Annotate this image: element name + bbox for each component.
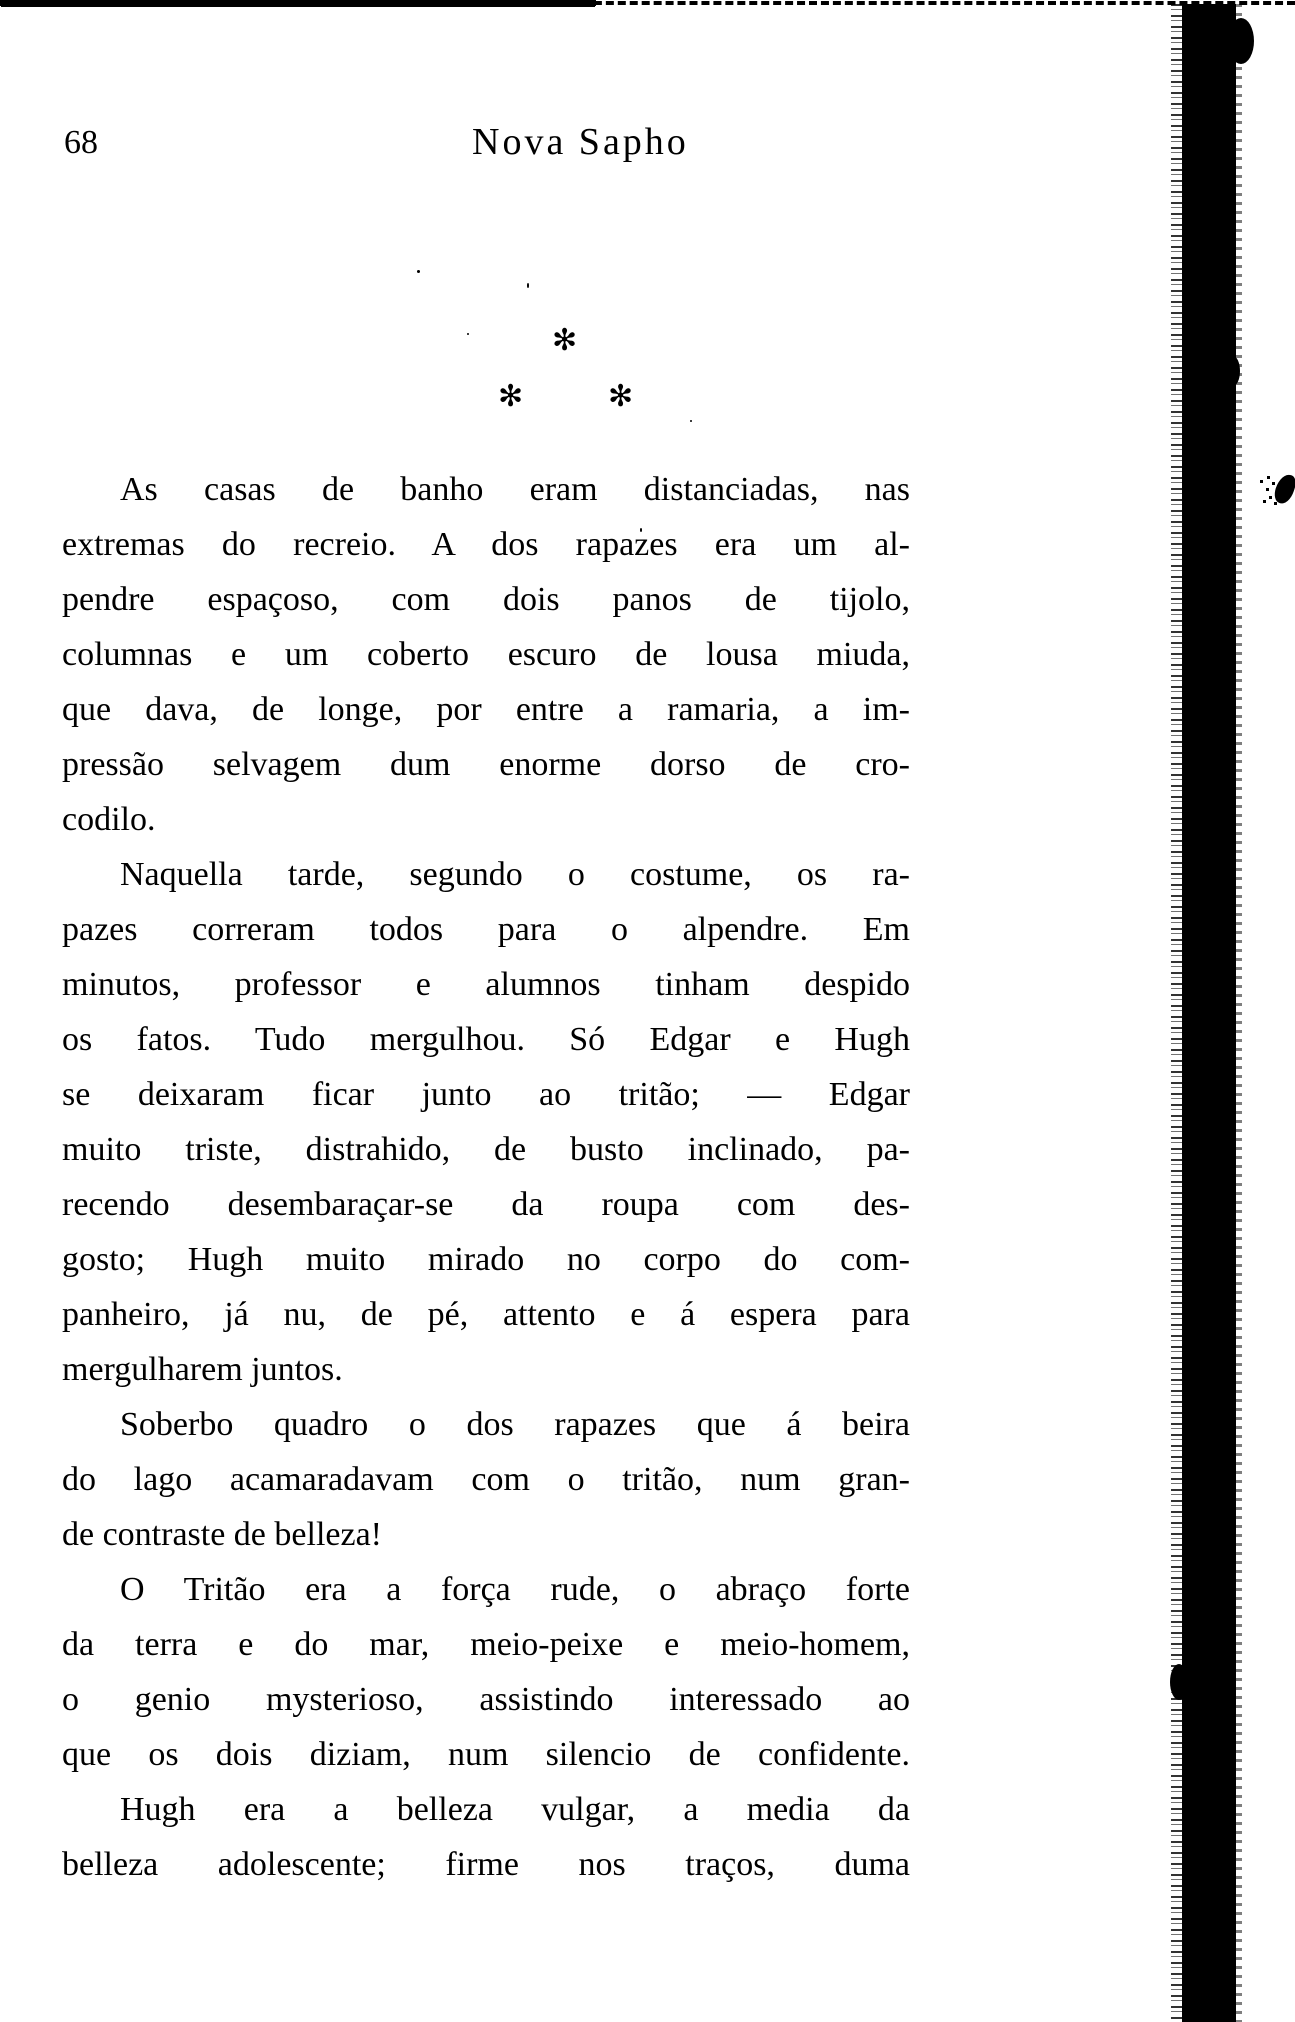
paragraph — [62, 1397, 910, 1562]
scan-gutter-blot-mid — [1226, 356, 1240, 386]
scan-margin-smudge-dots — [1260, 480, 1263, 483]
separator-asterisk-icon: ✻ — [498, 379, 524, 414]
text-line: se deixaram ficar junto ao tritão; — Edgar — [62, 1076, 910, 1113]
scan-margin-smudge — [1258, 470, 1294, 510]
text-line: que os dois diziam, num silencio de confidente. — [62, 1736, 910, 1773]
scan-gutter-blot-top — [1228, 18, 1254, 64]
text-line: Naquella tarde, segundo o costume, os ra- — [120, 856, 910, 893]
paragraph — [62, 1782, 910, 1892]
scan-top-edge — [0, 0, 1295, 7]
text-line: os fatos. Tudo mergulhou. Só Edgar e Hugh — [62, 1021, 910, 1058]
text-line: columnas e um coberto escuro de lousa miuda, — [62, 636, 910, 673]
text-line: pazes correram todos para o alpendre. Em — [62, 911, 910, 948]
text-line: Hugh era a belleza vulgar, a media da — [120, 1791, 910, 1828]
text-line: Soberbo quadro o dos rapazes que á beira — [120, 1406, 910, 1443]
text-line: pendre espaçoso, com dois panos de tijolo, — [62, 581, 910, 618]
paragraph — [62, 462, 910, 847]
text-line: mergulharem juntos. — [62, 1351, 343, 1388]
paragraph — [62, 847, 910, 1397]
text-line: minutos, professor e alumnos tinham despido — [62, 966, 910, 1003]
paragraph — [62, 1562, 910, 1782]
text-line: do lago acamaradavam com o tritão, num gran- — [62, 1461, 910, 1498]
scan-top-edge-solid — [0, 0, 596, 6]
body-text — [62, 462, 910, 1892]
text-line: O Tritão era a força rude, o abraço forte — [120, 1571, 910, 1608]
scan-gutter-shadow — [1182, 4, 1236, 2022]
text-line: da terra e do mar, meio-peixe e meio-homem, — [62, 1626, 910, 1663]
text-line: de contraste de belleza! — [62, 1516, 382, 1553]
text-line: o genio mysterioso, assistindo interessado ao — [62, 1681, 910, 1718]
text-line: belleza adolescente; firme nos traços, duma — [62, 1846, 910, 1883]
separator-asterisk-icon: ✻ — [552, 323, 578, 358]
scan-speck — [467, 333, 469, 335]
scan-speck — [417, 270, 420, 273]
page-title: Nova Sapho — [472, 121, 689, 163]
separator-asterisk-icon: ✻ — [608, 379, 634, 414]
text-line: pressão selvagem dum enorme dorso de cro- — [62, 746, 910, 783]
text-line: que dava, de longe, por entre a ramaria, a im- — [62, 691, 910, 728]
scan-margin-smudge-blob — [1272, 472, 1295, 506]
scan-gutter-blot-low — [1170, 1664, 1188, 1700]
text-line: gosto; Hugh muito mirado no corpo do com- — [62, 1241, 910, 1278]
text-line: muito triste, distrahido, de busto inclinado, pa- — [62, 1131, 910, 1168]
text-line: recendo desembaraçar-se da roupa com des- — [62, 1186, 910, 1223]
text-line: extremas do recreio. A dos rapazes era um al- — [62, 526, 910, 563]
text-line: As casas de banho eram distanciadas, nas — [120, 471, 910, 508]
text-line: codilo. — [62, 801, 156, 838]
scan-speck — [527, 283, 529, 288]
text-line: panheiro, já nu, de pé, attento e á espera para — [62, 1296, 910, 1333]
scan-speck — [690, 420, 692, 422]
page-number: 68 — [64, 124, 98, 161]
